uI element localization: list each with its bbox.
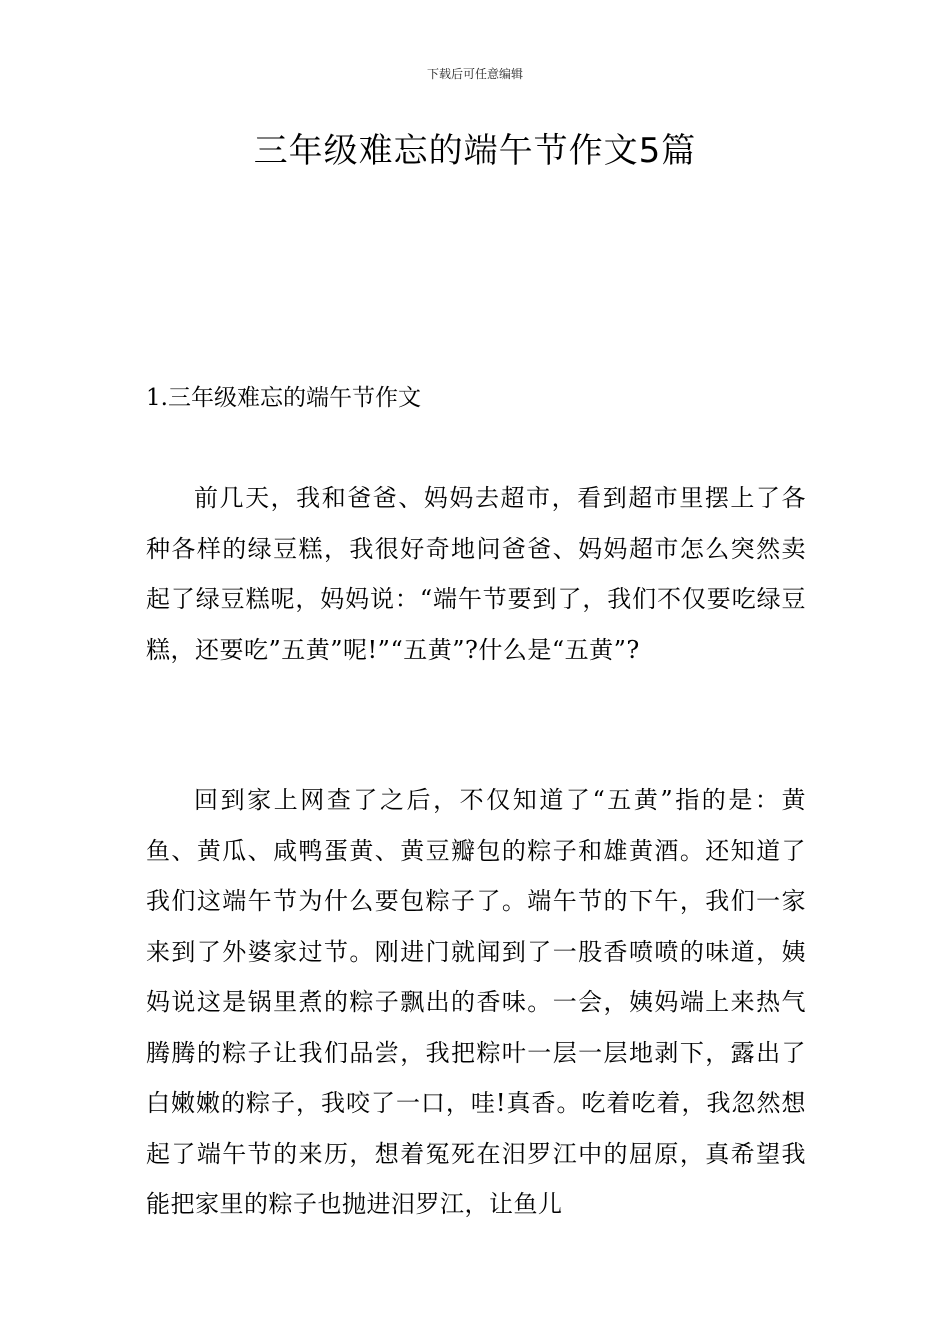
document-title: 三年级难忘的端午节作文5篇 [253,131,697,171]
body-paragraph-1: 前几天，我和爸爸、妈妈去超市，看到超市里摆上了各种各样的绿豆糕，我很好奇地问爸爸、妈妈超市怎么突然卖起了绿豆糕呢，妈妈说：“端午节要到了，我们不仅要吃绿豆糕，还要吃”五黄”呢!”“五黄”?什么是“五黄”? [146,484,806,664]
body-paragraph-2: 回到家上网查了之后，不仅知道了“五黄”指的是：黄鱼、黄瓜、咸鸭蛋黄、黄豆瓣包的粽子和雄黄酒。还知道了我们这端午节为什么要包粽子了。端午节的下午，我们一家来到了外婆家过节。刚进门就闻到了一股香喷喷的味道，姨妈说这是锅里煮的粽子飘出的香味。一会，姨妈端上来热气腾腾的粽子让我们品尝，我把粽叶一层一层地剥下，露出了白嫩嫩的粽子，我咬了一口，哇!真香。吃着吃着，我忽然想起了端午节的来历，想着冤死在汨罗江中的屈原，真希望我能把家里的粽子也抛进汨罗江，让鱼儿 [146,786,806,1218]
section-heading: 1.三年级难忘的端午节作文 [146,385,421,411]
header-note: 下载后可任意编辑 [426,67,523,81]
